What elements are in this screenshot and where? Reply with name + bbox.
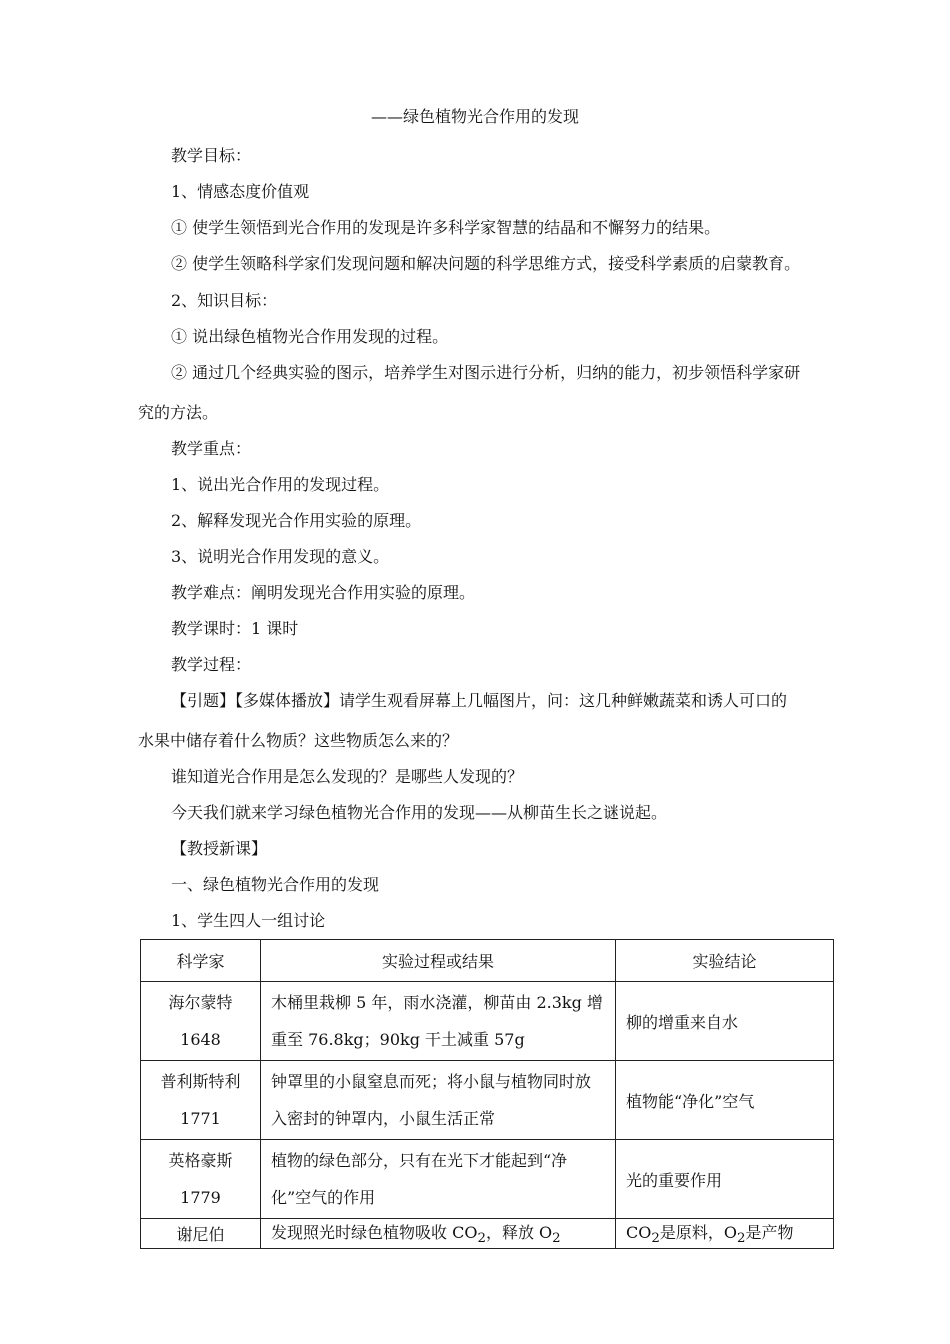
process-cell xyxy=(261,1140,616,1219)
conclusion-part: CO xyxy=(626,1223,652,1243)
intro-paragraph: 【引题】【多媒体播放】请学生观看屏幕上几幅图片，问：这几种鲜嫩蔬菜和诱人可口的 xyxy=(171,691,788,710)
process-line: 钟罩里的小鼠窒息而死；将小鼠与植物同时放 xyxy=(271,1072,592,1091)
heading-teaching-objectives: 教学目标： xyxy=(171,146,252,165)
scientist-name: 普利斯特利 xyxy=(160,1072,241,1091)
table-row xyxy=(141,982,834,1061)
header-conclusion: 实验结论 xyxy=(616,940,834,982)
process-cell xyxy=(261,1219,616,1249)
table-row xyxy=(141,1061,834,1140)
experiment-table xyxy=(140,939,834,1249)
objective-item: ① 说出绿色植物光合作用发现的过程。 xyxy=(171,327,449,346)
subscript: 2 xyxy=(477,1231,486,1247)
subscript: 2 xyxy=(736,1231,746,1247)
scientist-name: 谢尼伯 xyxy=(176,1225,225,1244)
header-process: 实验过程或结果 xyxy=(261,940,616,982)
scientist-year: 1779 xyxy=(180,1188,221,1207)
process-line: 重至 76.8kg；90kg 干土减重 57g xyxy=(271,1030,525,1049)
discussion-instruction: 1、学生四人一组讨论 xyxy=(171,911,326,930)
conclusion-text: 植物能“净化”空气 xyxy=(626,1091,755,1111)
process-line: 木桶里栽柳 5 年，雨水浇灌，柳苗由 2.3kg 增 xyxy=(271,993,603,1012)
process-line: 化”空气的作用 xyxy=(271,1188,376,1207)
table-row xyxy=(141,1140,834,1219)
scientist-cell xyxy=(141,1219,261,1249)
key-point-item: 1、说出光合作用的发现过程。 xyxy=(171,475,390,494)
header-scientist: 科学家 xyxy=(141,940,261,982)
class-hours: 教学课时：1 课时 xyxy=(171,619,299,638)
subscript: 2 xyxy=(651,1231,660,1247)
objective-item: ② 使学生领略科学家们发现问题和解决问题的科学思维方式，接受科学素质的启蒙教育。 xyxy=(171,254,801,273)
objective-item: ① 使学生领悟到光合作用的发现是许多科学家智慧的结晶和不懈努力的结果。 xyxy=(171,218,721,237)
scientist-year: 1771 xyxy=(180,1109,221,1128)
key-point-item: 3、说明光合作用发现的意义。 xyxy=(171,547,390,566)
lead-in-paragraph: 今天我们就来学习绿色植物光合作用的发现——从柳苗生长之谜说起。 xyxy=(171,803,668,822)
table-row xyxy=(141,1219,834,1249)
conclusion-text xyxy=(616,1220,833,1246)
key-point-item: 2、解释发现光合作用实验的原理。 xyxy=(171,511,422,530)
scientist-year: 1648 xyxy=(180,1030,221,1049)
scientist-name: 英格豪斯 xyxy=(168,1151,233,1170)
objective-section-1: 1、情感态度价值观 xyxy=(171,182,310,201)
table-header-row xyxy=(141,940,834,982)
process-cell xyxy=(261,1061,616,1140)
document-title: ——绿色植物光合作用的发现 xyxy=(370,107,579,126)
scientist-cell xyxy=(141,1061,261,1140)
section-heading: 一、绿色植物光合作用的发现 xyxy=(171,875,380,894)
scientist-cell xyxy=(141,982,261,1061)
intro-paragraph-continued: 水果中储存着什么物质？这些物质怎么来的？ xyxy=(138,731,459,750)
conclusion-cell xyxy=(616,1219,834,1249)
difficult-point: 教学难点：阐明发现光合作用实验的原理。 xyxy=(171,583,476,602)
conclusion-text: 柳的增重来自水 xyxy=(626,1012,739,1032)
conclusion-part: 是原料，O xyxy=(659,1223,737,1243)
question-paragraph: 谁知道光合作用是怎么发现的？是哪些人发现的？ xyxy=(171,767,524,786)
objective-section-2: 2、知识目标： xyxy=(171,291,278,310)
process-line: 入密封的钟罩内，小鼠生活正常 xyxy=(271,1109,496,1128)
conclusion-cell xyxy=(616,1140,834,1219)
process-line: 植物的绿色部分，只有在光下才能起到“净 xyxy=(271,1151,568,1170)
conclusion-part: 是产物 xyxy=(745,1223,794,1243)
subscript: 2 xyxy=(552,1231,561,1247)
conclusion-cell xyxy=(616,1061,834,1140)
conclusion-cell xyxy=(616,982,834,1061)
process-text: ，释放 O xyxy=(485,1223,553,1243)
objective-item-continued: 究的方法。 xyxy=(138,403,219,422)
conclusion-text: 光的重要作用 xyxy=(626,1170,723,1190)
process-cell xyxy=(261,982,616,1061)
scientist-cell xyxy=(141,1140,261,1219)
heading-new-lesson: 【教授新课】 xyxy=(171,839,268,858)
heading-teaching-process: 教学过程： xyxy=(171,655,252,674)
objective-item: ② 通过几个经典实验的图示，培养学生对图示进行分析，归纳的能力，初步领悟科学家研 xyxy=(171,363,801,382)
scientist-name: 海尔蒙特 xyxy=(168,993,233,1012)
process-text: 发现照光时绿色植物吸收 CO xyxy=(271,1223,478,1243)
process-line xyxy=(261,1220,615,1246)
heading-key-points: 教学重点： xyxy=(171,439,252,458)
